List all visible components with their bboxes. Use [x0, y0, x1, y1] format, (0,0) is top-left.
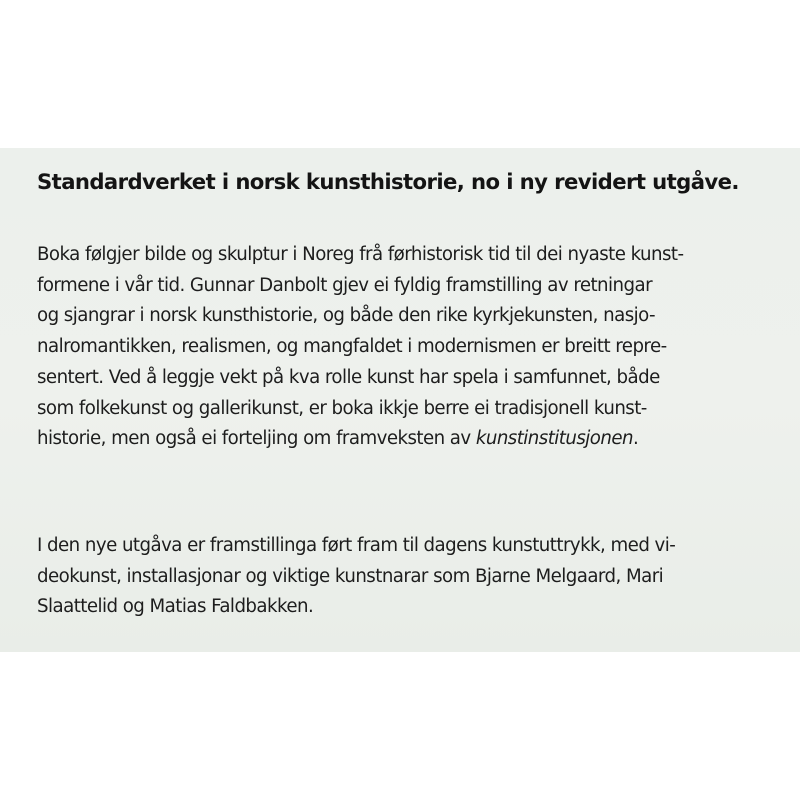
- last-line-period: .: [632, 428, 639, 450]
- paragraph-1-line: nalromantikken, realismen, og mangfaldet i modernismen er breitt repre-: [37, 336, 667, 358]
- paragraph-2: [37, 531, 777, 623]
- paragraph-1-line: og sjangrar i norsk kunsthistorie, og både den rike kyrkjekunsten, nasjo-: [37, 305, 656, 327]
- paragraph-1-line: formene i vår tid. Gunnar Danbolt gjev ei fyldig framstilling av retningar: [37, 274, 653, 296]
- paragraph-1-line: Boka følgjer bilde og skulptur i Noreg frå førhistorisk tid til dei nyaste kunst-: [37, 244, 684, 265]
- last-line-text: historie, men også ei forteljing om framveksten av: [37, 428, 476, 450]
- heading: Standardverket i norsk kunsthistorie, no i ny revidert utgåve.: [37, 169, 739, 194]
- paragraph-1-line: som folkekunst og gallerikunst, er boka ikkje berre ei tradisjonell kunst-: [37, 397, 647, 419]
- italic-term: kunstinstitusjonen: [475, 428, 633, 450]
- paragraph-2-line: Slaattelid og Matias Faldbakken.: [37, 596, 314, 618]
- paragraph-1-line: sentert. Ved å leggje vekt på kva rolle kunst har spela i samfunnet, både: [37, 366, 660, 388]
- paragraph-2-line: I den nye utgåva er framstillinga ført fram til dagens kunstuttrykk, med vi-: [37, 535, 676, 556]
- paragraph-2-line: deokunst, installasjonar og viktige kunstnarar som Bjarne Melgaard, Mari: [37, 565, 664, 587]
- paragraph-1-last-line: [37, 424, 777, 455]
- paragraph-1: [37, 240, 777, 455]
